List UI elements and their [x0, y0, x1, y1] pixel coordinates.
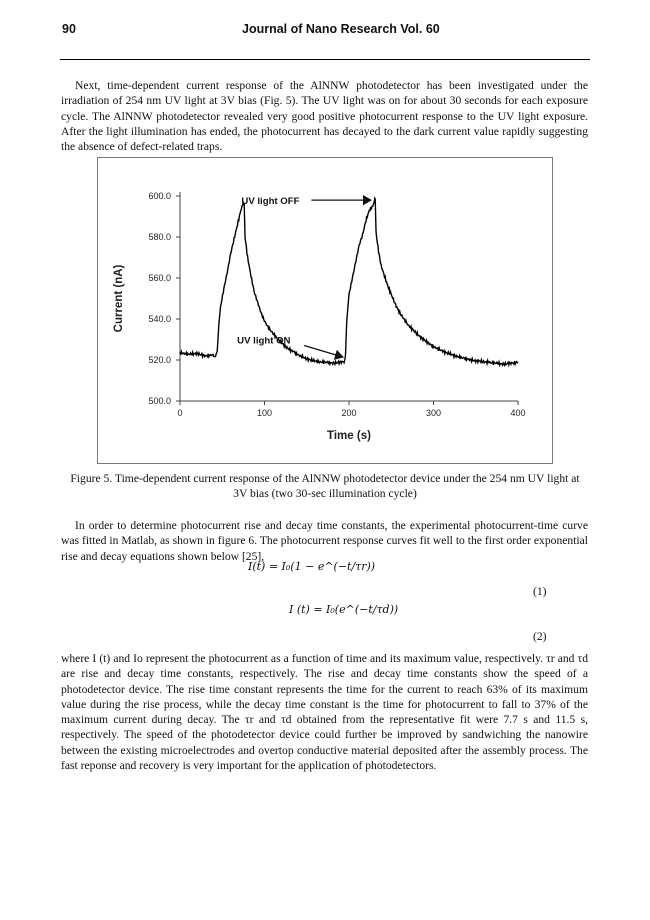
paragraph-discussion: where I (t) and Io represent the photocurrent as a function of time and its maximum value, respectively. τr and τd are rise and decay time constants, respectively. The rise and decay time constants show the speed of a photodetector device. The rise time constant represents the time for the current to reach 63% of its maximum value during the rise process, while the decay time constant is the time for photocurrent to fall to 37% of the maximum current during decay. The τr and τd obtained from the representative fit were 7.7 s and 11.5 s, respectively. The speed of the photodetector device could further be improved by sandwiching the nanowire between the existing microelectrodes and overtop conductive material deposited after the assembly process. The fast reponse and recovery is very important for the application of photodetectors. — [61, 652, 588, 773]
x-tick-label: 300 — [425, 408, 442, 418]
x-tick-label: 400 — [510, 408, 526, 418]
current-series-line — [180, 198, 518, 365]
annotation-uv-on: UV light ON — [237, 335, 291, 347]
equation-rise: I(t) = I₀(1 − e^(−t/τr)) — [248, 560, 376, 573]
arrow-uv-on — [304, 346, 343, 358]
paragraph-methods: In order to determine photocurrent rise and decay time constants, the experimental photocurrent-time curve was fitted in Matlab, as shown in figure 6. The photocurrent response curves fit well to the first order exponential rise and decay equations shown below [25], — [61, 519, 588, 563]
x-tick-label: 200 — [341, 408, 357, 418]
y-tick-label: 600.0 — [148, 191, 171, 201]
x-tick-label: 0 — [177, 408, 183, 418]
journal-title: Journal of Nano Research Vol. 60 — [242, 22, 440, 36]
y-tick-label: 500.0 — [148, 396, 171, 406]
equation-number-1: (1) — [533, 585, 547, 598]
annotation-uv-off: UV light OFF — [241, 196, 300, 208]
equation-number-2: (2) — [533, 630, 547, 643]
header-rule — [60, 59, 590, 60]
y-tick-label: 560.0 — [148, 273, 171, 283]
figure-5 — [97, 157, 553, 464]
figure-caption: Figure 5. Time-dependent current response of the AlNNW photodetector device under the 254 nm UV light at 3V bias (two 30-sec illumination cycle) — [70, 472, 580, 501]
y-tick-label: 580.0 — [148, 232, 171, 242]
x-tick-label: 100 — [256, 408, 273, 418]
x-axis-label: Time (s) — [327, 430, 371, 442]
equation-decay: I (t) = I₀(e^(−t/τd)) — [289, 603, 399, 616]
y-tick-label: 540.0 — [148, 314, 171, 324]
paragraph-intro: Next, time-dependent current response of the AlNNW photodetector has been investigated under the irradiation of 254 nm UV light at 3V bias (Fig. 5). The UV light was on for about 30 seconds for each exposure cycle. The AlNNW photodetector revealed very good positive photocurrent response to the UV light exposure. After the light illumination has ended, the photocurrent has decayed to the dark current value rapidly suggesting the absence of defect-related traps. — [61, 79, 588, 154]
page-number: 90 — [62, 22, 76, 36]
current-time-chart — [98, 158, 552, 463]
y-tick-label: 520.0 — [148, 355, 171, 365]
y-axis-label: Current (nA) — [113, 264, 125, 333]
